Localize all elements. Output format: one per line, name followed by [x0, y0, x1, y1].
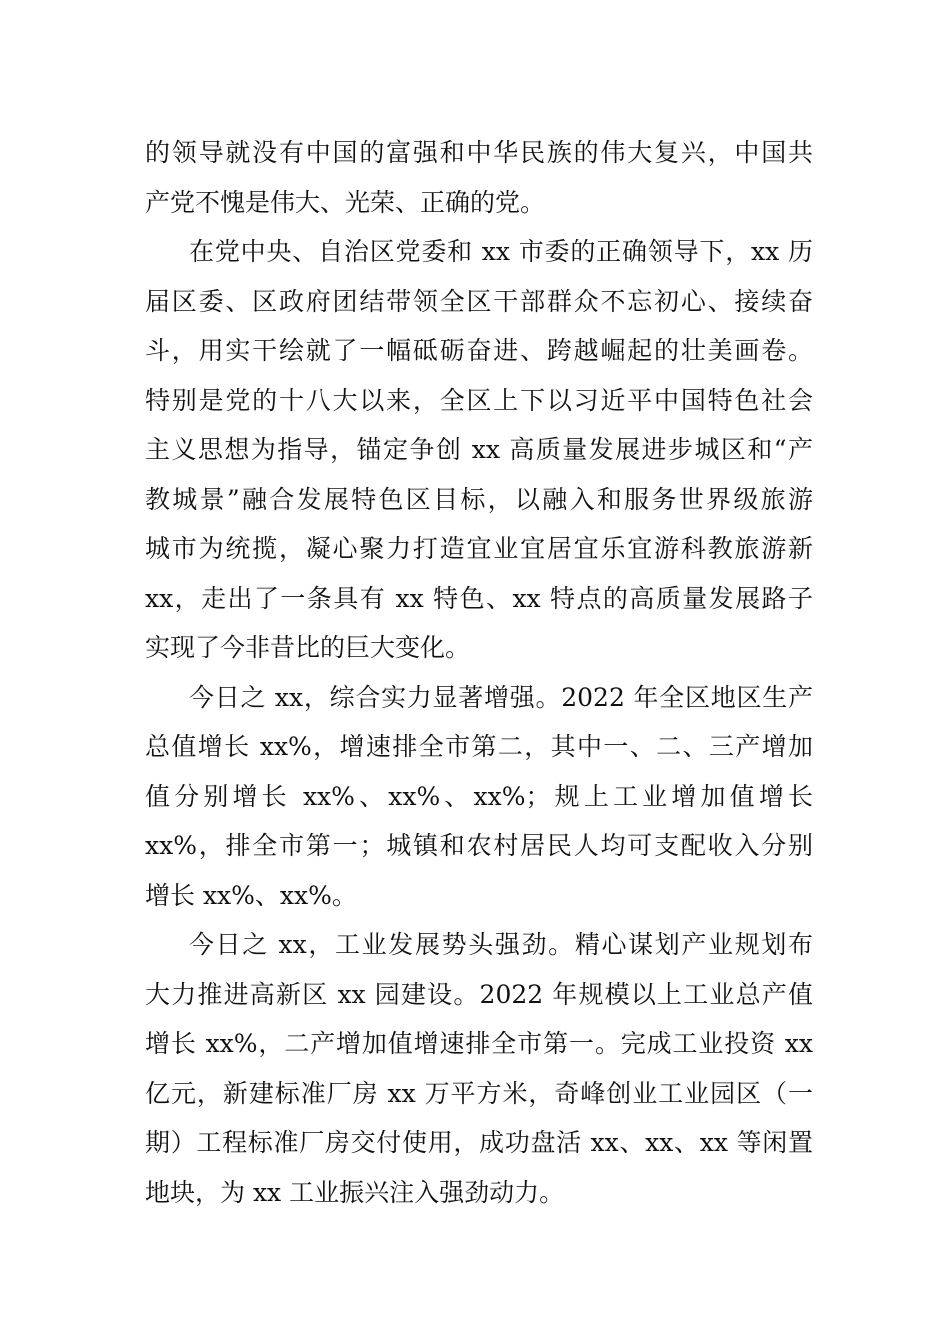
paragraph-4 [145, 920, 813, 1217]
text-line: 今日之 xx，工业发展势头强劲。精心谋划产业规划布 [189, 930, 813, 959]
text-line: xx，走出了一条具有 xx 特色、xx 特点的高质量发展路子 [145, 583, 813, 613]
text-line: 特别是党的十八大以来，全区上下以习近平中国特色社会 [145, 385, 813, 415]
text-line: 城市为统揽，凝心聚力打造宜业宜居宜乐宜游科教旅游新 [145, 534, 813, 563]
text-line: 大力推进高新区 xx 园建设。2022 年规模以上工业总产值 [145, 979, 813, 1009]
text-line: 主义思想为指导，锚定争创 xx 高质量发展进步城区和“产 [145, 435, 813, 464]
text-line: 的领导就没有中国的富强和中华民族的伟大复兴，中国共 [145, 138, 813, 167]
text-line: 地块，为 xx 工业振兴注入强劲动力。 [145, 1177, 565, 1207]
text-line: 亿元，新建标准厂房 xx 万平方米，奇峰创业工业园区（一 [145, 1078, 813, 1108]
text-line: 增长 xx%，二产增加值增速排全市第一。完成工业投资 xx [145, 1029, 813, 1058]
text-line: 增长 xx%、xx%。 [145, 880, 357, 910]
text-line: 期）工程标准厂房交付使用，成功盘活 xx、xx、xx 等闲置 [145, 1128, 813, 1157]
text-line: xx%，排全市第一；城镇和农村居民人均可支配收入分别 [145, 831, 813, 860]
text-line: 今日之 xx，综合实力显著增强。2022 年全区地区生产 [189, 682, 813, 712]
text-line: 总值增长 xx%，增速排全市第二，其中一、二、三产增加 [145, 732, 813, 761]
text-line: 产党不愧是伟大、光荣、正确的党。 [145, 187, 546, 217]
text-line: 届区委、区政府团结带领全区干部群众不忘初心、接续奋 [145, 286, 813, 316]
text-line: 在党中央、自治区党委和 xx 市委的正确领导下，xx 历 [189, 237, 813, 266]
paragraph-3 [145, 673, 813, 921]
text-line: 实现了今非昔比的巨大变化。 [145, 633, 471, 662]
text-line: 值分别增长 xx%、xx%、xx%；规上工业增加值增长 [145, 781, 813, 811]
paragraph-2 [145, 227, 813, 673]
document-body [145, 128, 813, 1217]
text-line: 教城景”融合发展特色区目标，以融入和服务世界级旅游 [145, 484, 813, 514]
text-line: 斗，用实干绘就了一幅砥砺奋进、跨越崛起的壮美画卷。 [145, 336, 813, 365]
paragraph-1 [145, 128, 813, 227]
